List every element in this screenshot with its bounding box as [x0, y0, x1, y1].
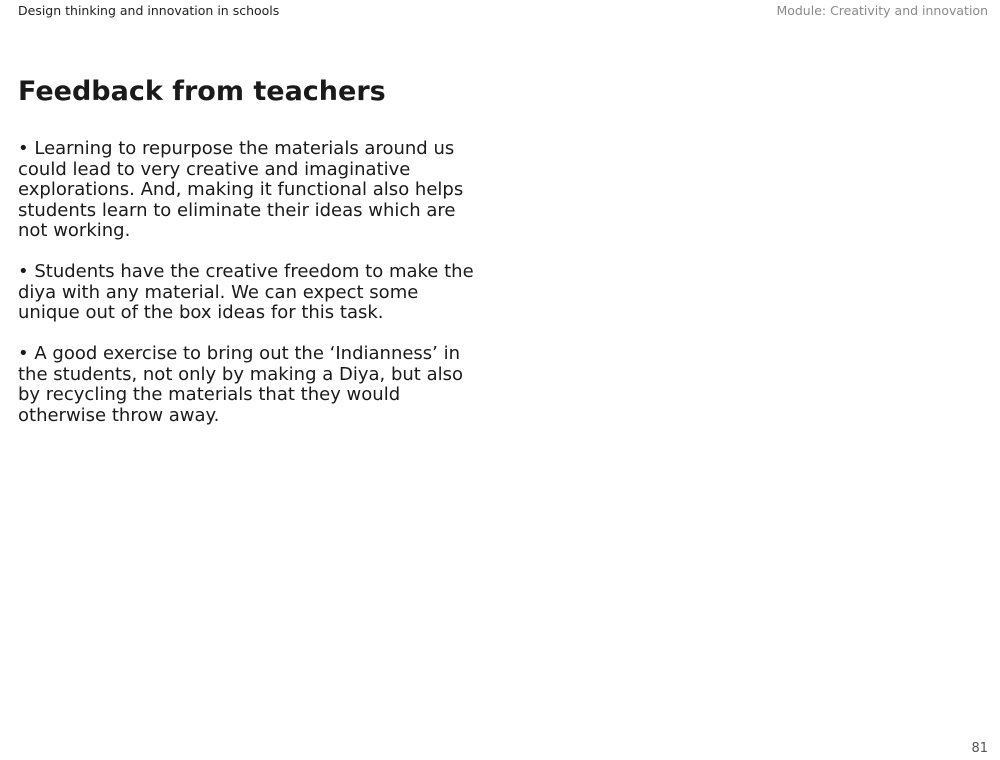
list-item	[18, 344, 478, 426]
bullet-text: A good exercise to bring out the ‘Indianness’ in the students, not only by making a Diya, but also by recycling the materials that they would otherwise throw away.	[18, 343, 464, 426]
bullet-marker: •	[18, 261, 29, 282]
running-header-left: Design thinking and innovation in schools	[18, 3, 280, 18]
bullet-text: Learning to repurpose the materials around us could lead to very creative and imaginative explorations. And, making it functional also helps students learn to eliminate their ideas which are not working.	[18, 138, 464, 241]
bullet-text: Students have the creative freedom to make the diya with any material. We can expect some unique out of the box ideas for this task.	[18, 261, 474, 323]
bullet-marker: •	[18, 343, 29, 364]
page-title: Feedback from teachers	[18, 76, 386, 107]
list-item	[18, 262, 478, 324]
bullet-marker: •	[18, 138, 29, 159]
page-number: 81	[971, 741, 988, 756]
feedback-list	[18, 139, 478, 447]
list-item	[18, 139, 478, 242]
running-header-right: Module: Creativity and innovation	[776, 3, 988, 18]
